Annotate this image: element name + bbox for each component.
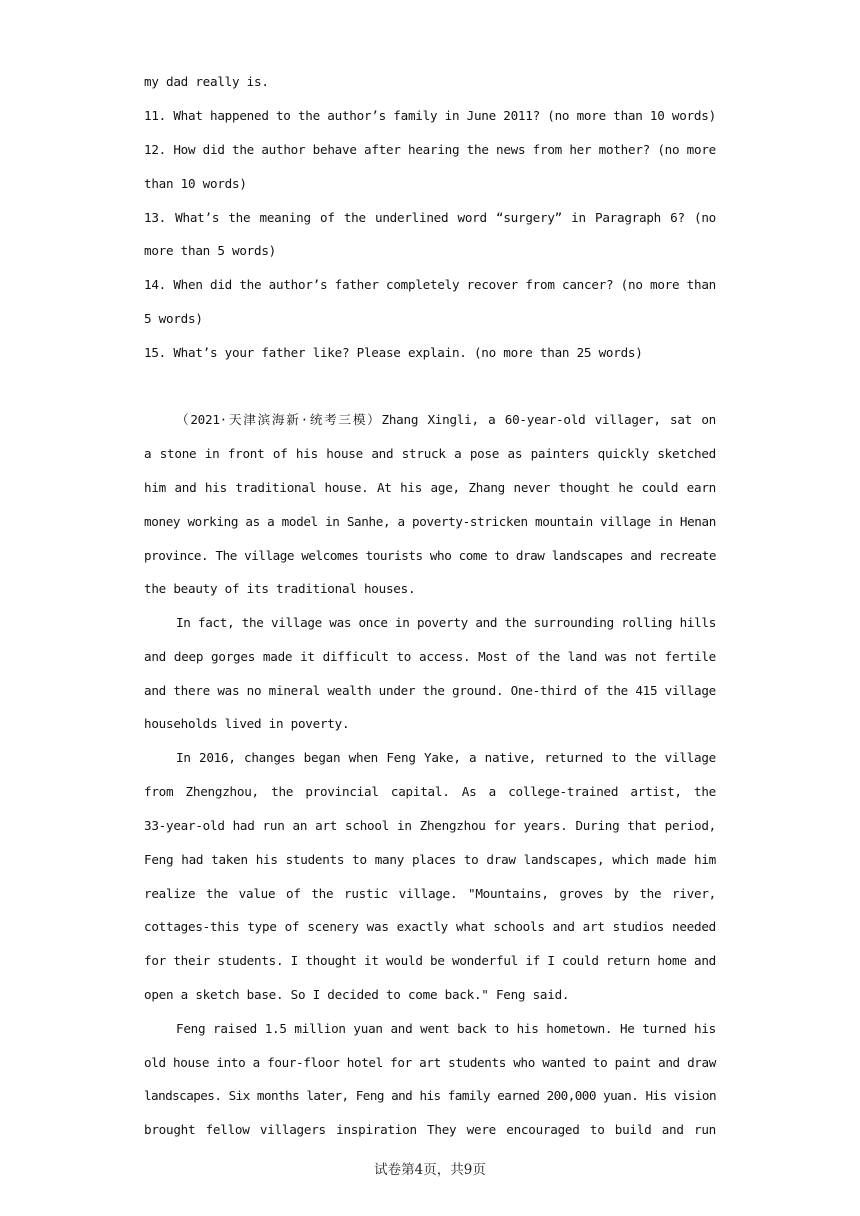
passage-paragraph-3-line: In 2016, changes began when Feng Yake, a native, returned to the village xyxy=(176,750,716,765)
passage-paragraph-4-line: old house into a four-floor hotel for art students who wanted to paint and draw xyxy=(144,1055,716,1070)
question-14-line-1: 14. When did the author’s father completely recover from cancer? (no more than xyxy=(144,277,716,292)
question-12-line-1: 12. How did the author behave after hearing the news from her mother? (no more xyxy=(144,142,716,157)
passage-paragraph-3-line: 33-year-old had run an art school in Zhengzhou for years. During that period, xyxy=(144,818,716,833)
passage-paragraph-1-line: money working as a model in Sanhe, a poverty-stricken mountain village in Henan xyxy=(144,514,716,529)
passage-paragraph-2-line: In fact, the village was once in poverty and the surrounding rolling hills xyxy=(176,615,716,630)
passage-paragraph-1-line: province. The village welcomes tourists who come to draw landscapes and recreate xyxy=(144,548,716,563)
passage-paragraph-3-line: cottages-this type of scenery was exactly what schools and art studios needed xyxy=(144,919,716,934)
passage-paragraph-1-line: （2021·天津滨海新·统考三模）Zhang Xingli, a 60-year-old villager, sat on xyxy=(176,412,716,427)
passage-paragraph-1-line: him and his traditional house. At his age, Zhang never thought he could earn xyxy=(144,480,716,495)
passage-paragraph-4-line: brought fellow villagers inspiration They were encouraged to build and run xyxy=(144,1122,716,1137)
question-15: 15. What’s your father like? Please explain. (no more than 25 words) xyxy=(144,345,643,360)
passage-paragraph-2-line: households lived in poverty. xyxy=(144,716,350,731)
passage-paragraph-1-line: the beauty of its traditional houses. xyxy=(144,581,416,596)
passage-paragraph-2-line: and deep gorges made it difficult to access. Most of the land was not fertile xyxy=(144,649,716,664)
question-11: 11. What happened to the author’s family in June 2011? (no more than 10 words) xyxy=(144,108,716,123)
page-number-footer: 试卷第4页，共9页 xyxy=(374,1162,486,1178)
passage-paragraph-4-line: Feng raised 1.5 million yuan and went back to his hometown. He turned his xyxy=(176,1021,716,1036)
passage-paragraph-3-line: for their students. I thought it would be wonderful if I could return home and xyxy=(144,953,716,968)
passage-paragraph-2-line: and there was no mineral wealth under the ground. One-third of the 415 village xyxy=(144,683,716,698)
passage-paragraph-4-line: landscapes. Six months later, Feng and his family earned 200,000 yuan. His vision xyxy=(144,1088,716,1103)
passage-paragraph-3-line: realize the value of the rustic village. "Mountains, groves by the river, xyxy=(144,886,716,901)
question-13-line-2: more than 5 words) xyxy=(144,243,276,258)
question-12-line-2: than 10 words) xyxy=(144,176,247,191)
passage-paragraph-3-line: open a sketch base. So I decided to come back." Feng said. xyxy=(144,987,570,1002)
previous-text-continuation: my dad really is. xyxy=(144,74,269,89)
question-14-line-2: 5 words) xyxy=(144,311,203,326)
passage-paragraph-1-line: a stone in front of his house and struck a pose as painters quickly sketched xyxy=(144,446,716,461)
passage-paragraph-3-line: from Zhengzhou, the provincial capital. As a college-trained artist, the xyxy=(144,784,716,799)
passage-paragraph-3-line: Feng had taken his students to many places to draw landscapes, which made him xyxy=(144,852,716,867)
question-13-line-1: 13. What’s the meaning of the underlined word “surgery” in Paragraph 6? (no xyxy=(144,210,716,225)
